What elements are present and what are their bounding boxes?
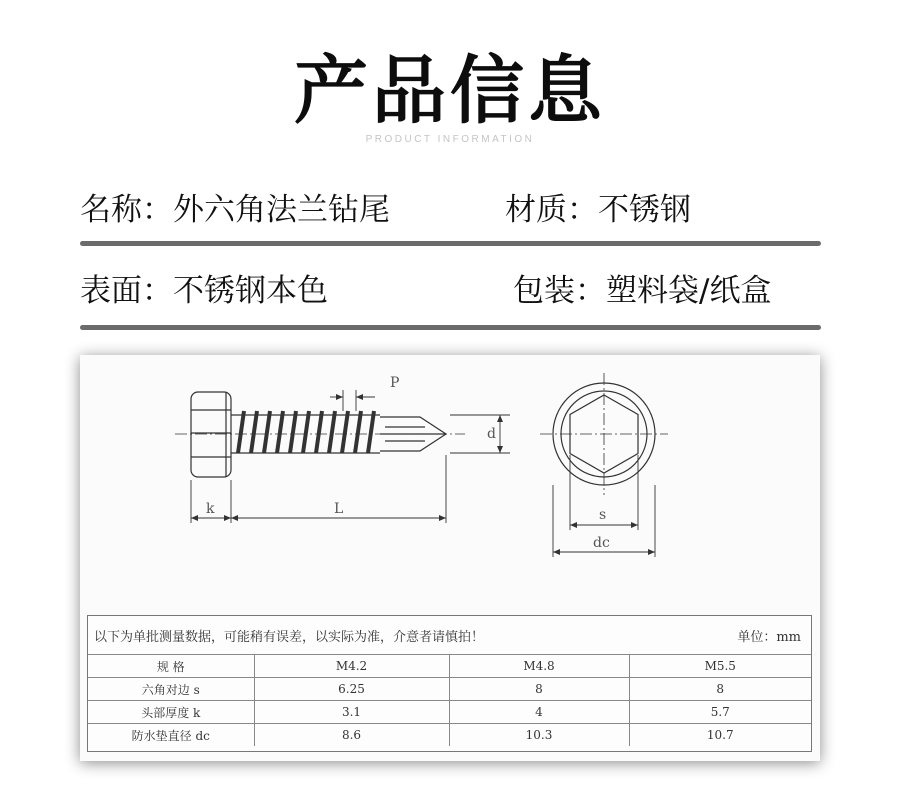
- info-row-surface-packaging: [80, 268, 820, 314]
- divider-2: [80, 325, 821, 330]
- divider-1: [80, 241, 821, 246]
- label-l: L: [334, 501, 344, 517]
- label-p: P: [390, 375, 400, 391]
- table-cell: 8.6: [254, 724, 449, 747]
- packaging-text: 包装：塑料袋/纸盒: [513, 273, 772, 309]
- table-row: [88, 678, 811, 701]
- surface-text: 表面：不锈钢本色: [80, 273, 328, 309]
- spec-panel: [80, 355, 820, 761]
- material-text: 材质：不锈钢: [505, 192, 691, 228]
- spec-grid: [88, 654, 811, 746]
- length-dimensions: [191, 455, 446, 523]
- screw-head: [191, 392, 231, 477]
- header-cell: M4.2: [254, 655, 449, 678]
- row-label: 防水垫直径 dc: [88, 724, 254, 747]
- label-d: d: [487, 426, 496, 442]
- screw-shank: [231, 411, 380, 453]
- pitch-dimension: [330, 390, 375, 411]
- row-label: 头部厚度 k: [88, 701, 254, 724]
- row-label: 六角对边 s: [88, 678, 254, 701]
- header-cell: 规 格: [88, 655, 254, 678]
- table-cell: 10.7: [629, 724, 811, 747]
- label-s: s: [599, 507, 607, 523]
- product-name-text: 名称：外六角法兰钻尾: [80, 192, 390, 228]
- header-cell: M4.8: [449, 655, 629, 678]
- table-cell: 8: [629, 678, 811, 701]
- spec-table: [87, 615, 812, 752]
- screw-drawing: [80, 355, 820, 615]
- table-cell: 8: [449, 678, 629, 701]
- measurement-note: 以下为单批测量数据，可能稍有误差，以实际为准，介意者请慎拍！: [94, 630, 485, 645]
- table-row: [88, 724, 811, 747]
- label-dc: dc: [593, 535, 610, 551]
- label-k: k: [206, 501, 215, 517]
- table-cell: 4: [449, 701, 629, 724]
- info-row-name-material: [80, 187, 820, 233]
- end-view: [540, 373, 668, 495]
- page-title: 产品信息: [294, 48, 606, 134]
- table-cell: 6.25: [254, 678, 449, 701]
- table-cell: 3.1: [254, 701, 449, 724]
- table-row: [88, 701, 811, 724]
- spec-header-row: [88, 655, 811, 678]
- table-cell: 5.7: [629, 701, 811, 724]
- header-cell: M5.5: [629, 655, 811, 678]
- page-subtitle: PRODUCT INFORMATION: [365, 134, 535, 145]
- spec-note-row: [88, 616, 811, 654]
- unit-label: 单位：mm: [737, 630, 801, 645]
- table-cell: 10.3: [449, 724, 629, 747]
